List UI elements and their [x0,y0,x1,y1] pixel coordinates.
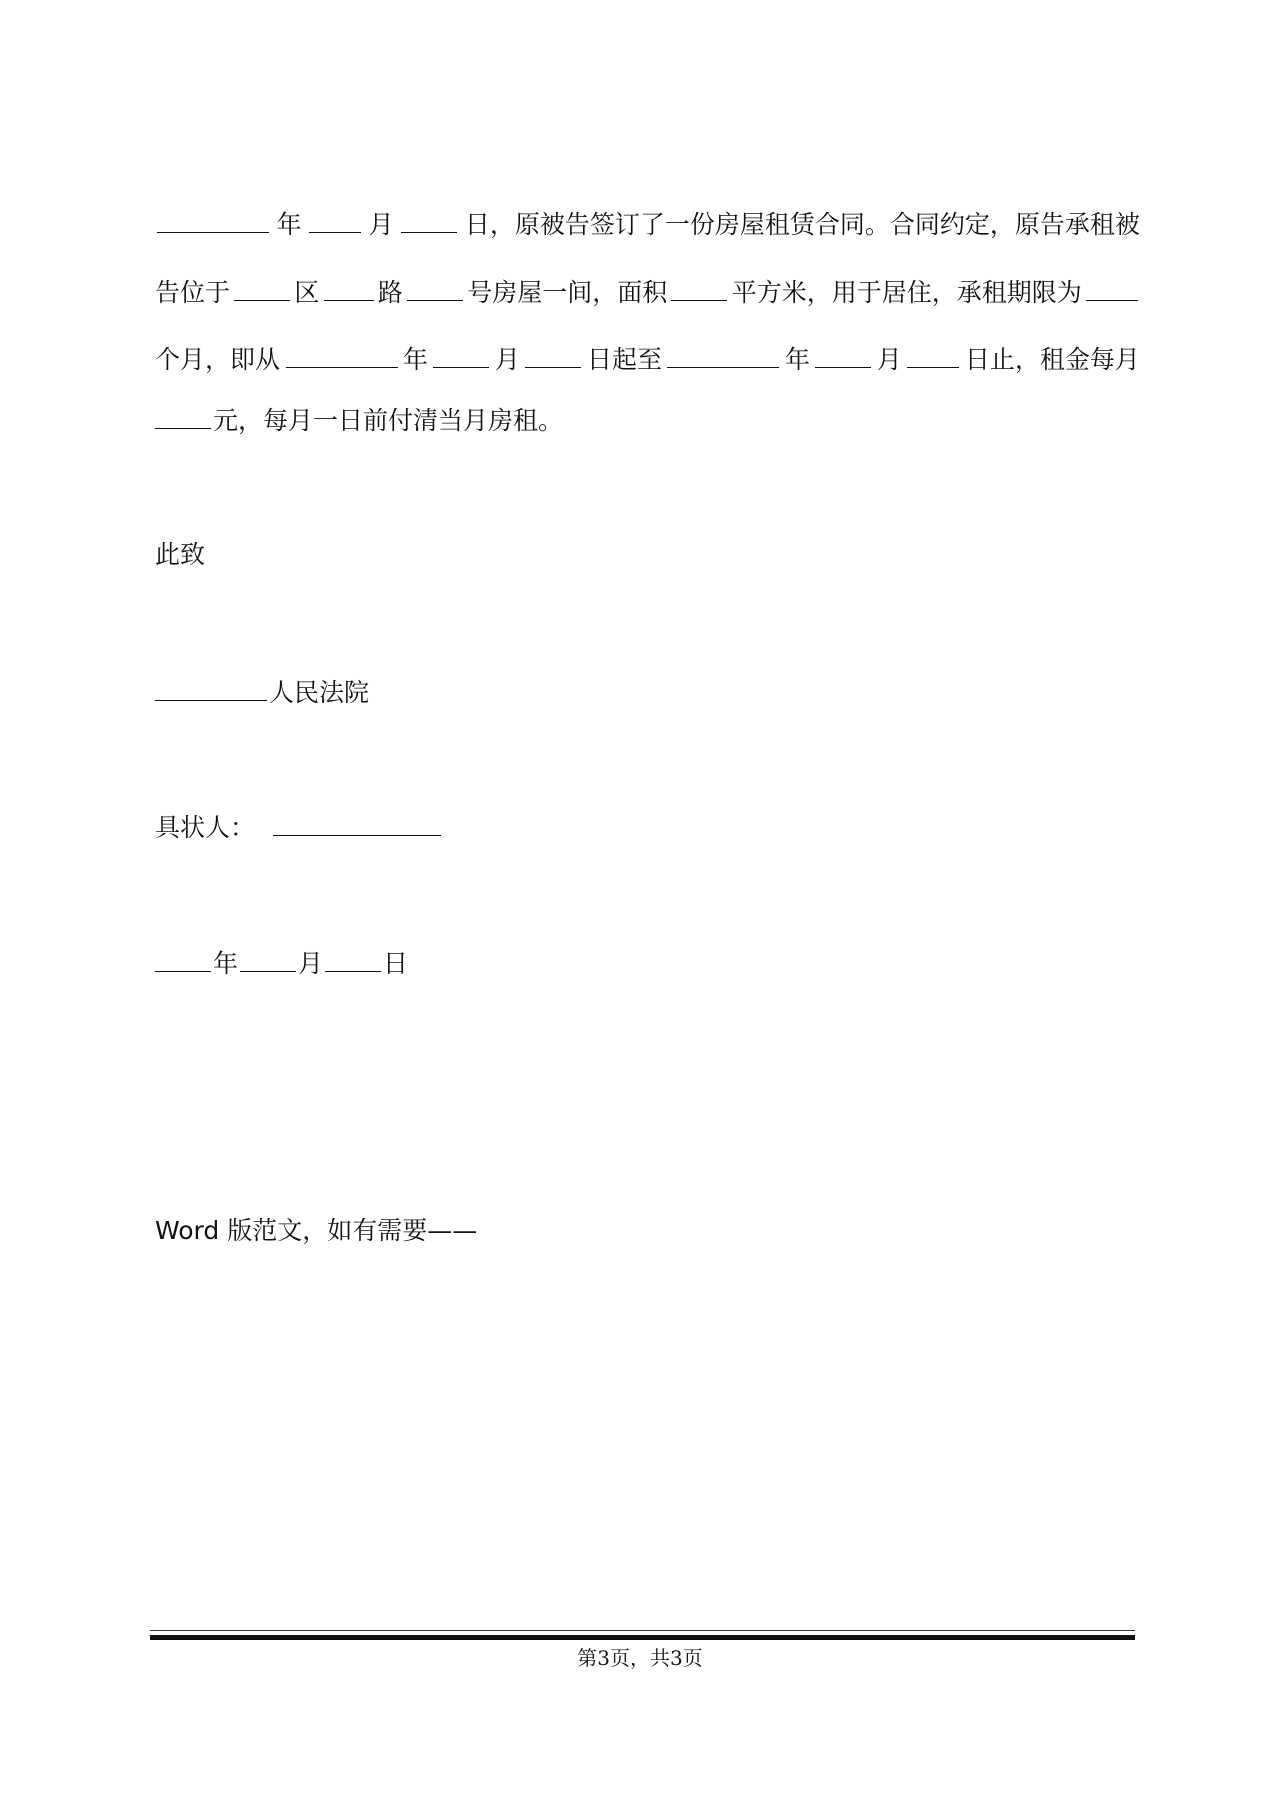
blank-signer[interactable] [273,809,441,836]
footer-rule-thin [150,1630,1135,1631]
court-line [155,674,369,710]
blank-end-month[interactable] [815,341,871,368]
blank-sign-month[interactable] [240,945,296,972]
paragraph-line-2 [155,274,1140,310]
blank-day[interactable] [401,206,457,233]
signer-label: 具状人： [155,813,256,842]
court-text: 人民法院 [269,678,370,707]
blank-rent-amount[interactable] [155,402,211,429]
text-start-year: 年 [402,345,428,374]
text-sign-day: 日 [383,949,409,978]
text-end-month: 月 [876,345,902,374]
signer-line [155,809,443,845]
date-line [155,945,408,981]
text-district: 区 [294,278,320,307]
text-start-month: 月 [494,345,520,374]
blank-number[interactable] [407,274,463,301]
text-house-area: 号房屋一间，面积 [467,278,668,307]
page-number: 第3页，共3页 [577,1646,703,1670]
text-start-day-to: 日起至 [586,345,662,374]
text-year: 年 [276,210,302,239]
blank-sign-year[interactable] [155,945,211,972]
paragraph-line-1 [155,206,1140,242]
text-rent-terms: 元，每月一日前付清当月房租。 [213,406,564,435]
blank-period[interactable] [1086,274,1138,301]
blank-end-day[interactable] [907,341,959,368]
word-note: Word 版范文，如有需要—— [155,1216,478,1245]
blank-sign-day[interactable] [325,945,381,972]
closing-text: 此致 [155,540,206,569]
text-road: 路 [377,278,403,307]
blank-road[interactable] [324,274,374,301]
text-located: 告位于 [155,278,231,307]
blank-end-year[interactable] [667,341,779,368]
footer-rule-thick [150,1635,1135,1640]
text-months-from: 个月，即从 [155,345,281,374]
paragraph-line-4 [155,402,563,438]
blank-court-name[interactable] [155,674,267,701]
text-sign-month: 月 [298,949,324,978]
blank-month[interactable] [309,206,361,233]
blank-year[interactable] [157,206,269,233]
blank-start-day[interactable] [525,341,581,368]
text-contract-sentence: 日，原被告签订了一份房屋租赁合同。合同约定，原告承租被 [464,210,1140,239]
blank-area[interactable] [671,274,727,301]
paragraph-line-3 [155,341,1140,377]
blank-district[interactable] [234,274,290,301]
text-sign-year: 年 [213,949,239,978]
blank-start-month[interactable] [433,341,489,368]
blank-start-year[interactable] [286,341,398,368]
text-sqm-period: 平方米，用于居住，承租期限为 [731,278,1082,307]
text-month: 月 [368,210,394,239]
text-end-day-rent: 日止，租金每月 [964,345,1140,374]
text-end-year: 年 [784,345,810,374]
